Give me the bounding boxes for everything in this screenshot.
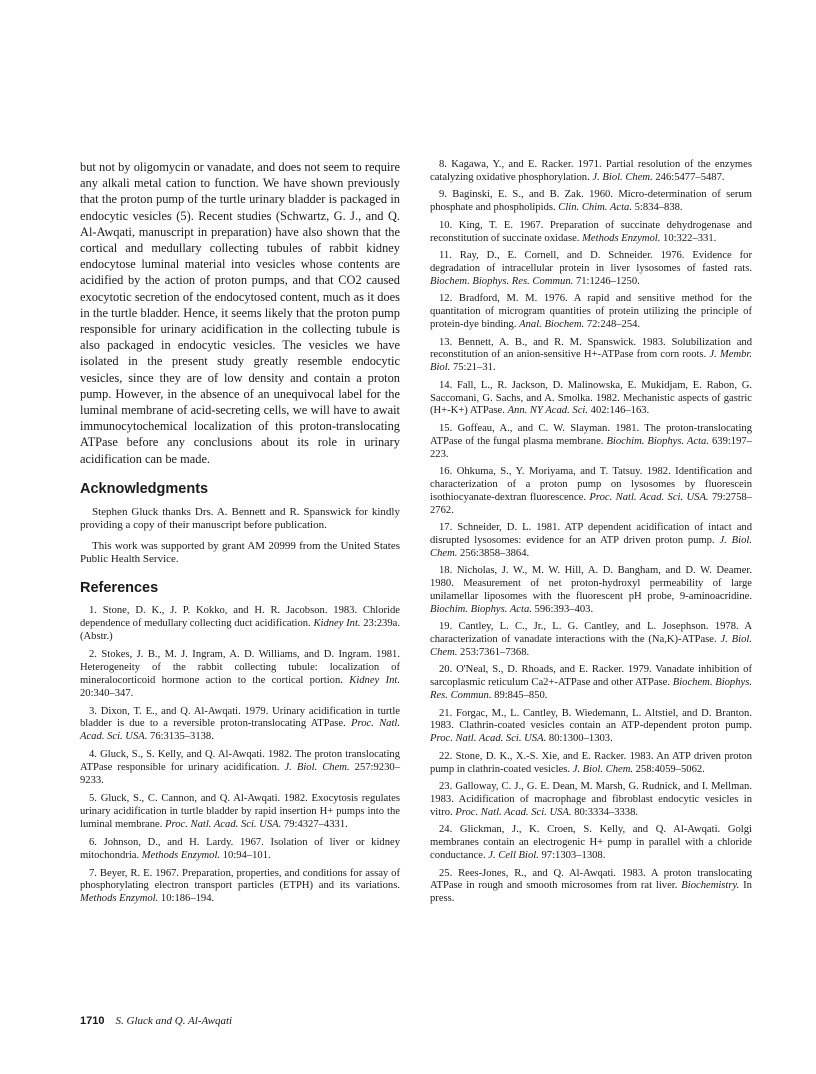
reference-citation: 79:2758–2762. (430, 491, 752, 516)
references-heading: References (80, 580, 159, 597)
reference-citation: 75:21–31. (450, 362, 496, 374)
reference-text: 8. Kagawa, Y., and E. Racker. 1971. Partial resolution of the enzymes catalyzing oxidative phosphorylation. (430, 159, 752, 183)
reference-text: 4. Gluck, S., S. Kelly, and Q. Al-Awqati. 1982. The proton translocating ATPase responsible for urinary acidification. (80, 749, 400, 774)
reference-item (430, 220, 752, 246)
reference-text: 13. Bennett, A. B., and R. M. Spanswick. 1983. Solubilization and reconstitution of an anion-sensitive H+-ATPase from corn roots. (430, 336, 752, 361)
reference-journal: J. Biol. Chem. (572, 763, 634, 775)
reference-text: 16. Ohkuma, S., Y. Moriyama, and T. Tatsuy. 1982. Identification and characterization of a proton pump on lysosomes by fluorescein isothiocyanate-dextran fluorescence. (430, 466, 752, 503)
reference-journal: Proc. Natl. Acad. Sci. USA. (589, 491, 709, 503)
right-column (430, 159, 752, 911)
reference-text: 11. Ray, D., E. Cornell, and D. Schneider. 1976. Evidence for degradation of intracellular protein in liver lysosomes of fasted rats. (430, 250, 752, 274)
reference-item (430, 664, 752, 702)
reference-journal: Proc. Natl. Acad. Sci. USA. (455, 806, 572, 818)
reference-journal: Biochem. Biophys. Res. Commun. (430, 275, 574, 287)
running-authors: S. Gluck and Q. Al-Awqati (115, 1015, 233, 1027)
reference-item (430, 337, 752, 375)
reference-journal: Methods Enzymol. (582, 232, 661, 244)
reference-text: 20. O'Neal, S., D. Rhoads, and E. Racker. 1979. Vanadate inhibition of sarcoplasmic reticulum Ca2+-ATPase and other ATPase. (430, 664, 752, 689)
reference-text: 7. Beyer, R. E. 1967. Preparation, properties, and conditions for assay of phosphorylating electron transport particles (ETPH) and its variations. (80, 867, 400, 892)
reference-item (430, 708, 752, 746)
grant-text: This work was supported by grant AM 20999 from the United States Public Health Service. (80, 539, 400, 566)
reference-citation: 10:186–194. (158, 893, 215, 905)
reference-journal: J. Biol. Chem. (430, 534, 752, 559)
reference-citation: 258:4059–5062. (633, 763, 705, 775)
reference-journal: J. Biol. Chem. (284, 762, 350, 774)
reference-journal: Clin. Chim. Acta. (558, 202, 632, 214)
reference-text: 14. Fall, L., R. Jackson, D. Malinowska, E. Mukidjam, E. Rabon, G. Saccomani, G. Sachs, and A. Smolka. 1982. Mechanistic aspects of gastric (H+-K+) ATPase. (430, 379, 752, 417)
references-list-right (430, 159, 752, 906)
reference-journal: Biochim. Biophys. Acta. (430, 603, 532, 615)
reference-journal: Biochim. Biophys. Acta. (606, 435, 709, 447)
reference-citation: 639:197–223. (430, 435, 752, 460)
reference-item (80, 605, 400, 643)
reference-citation: 71:1246–1250. (573, 275, 640, 287)
reference-item (80, 837, 400, 863)
reference-item (80, 749, 400, 787)
reference-journal: Proc. Natl. Acad. Sci. USA. (165, 818, 282, 830)
reference-text: 19. Cantley, L. C., Jr., L. G. Cantley, and L. Josephson. 1978. A characterization of vanadate interactions with the (Na,K)-ATPase. (430, 621, 752, 646)
reference-journal: Biochem. Biophys. Res. Commun. (430, 677, 752, 702)
reference-item (430, 621, 752, 659)
reference-item (430, 522, 752, 560)
reference-item (430, 380, 752, 418)
reference-item (80, 649, 400, 700)
reference-item (430, 423, 752, 461)
reference-text: 3. Dixon, T. E., and Q. Al-Awqati. 1979. Urinary acidification in turtle bladder is due to a reversible proton-translocating ATPase. (80, 705, 400, 730)
reference-item (430, 293, 752, 331)
reference-citation: 10:322–331. (660, 232, 717, 244)
reference-text: 15. Goffeau, A., and C. W. Slayman. 1981. The proton-translocating ATPase of the fungal plasma membrane. (430, 422, 752, 447)
reference-journal: Biochemistry. (681, 880, 740, 892)
reference-citation: 80:1300–1303. (546, 733, 613, 745)
reference-citation: 257:9230–9233. (80, 762, 400, 786)
acknowledgments-heading: Acknowledgments (80, 480, 209, 497)
reference-text: 9. Baginski, E. S., and B. Zak. 1960. Micro-determination of serum phosphate and phospholipids. (430, 189, 752, 214)
reference-item (80, 793, 400, 831)
reference-text: 18. Nicholas, J. W., M. W. Hill, A. D. Bangham, and D. W. Deamer. 1980. Measurement of net proton-hydroxyl permeability of large unilamellar liposomes with the fluorescent pH probe, 9-aminoacridine. (430, 565, 752, 602)
reference-item (430, 250, 752, 288)
reference-text: 21. Forgac, M., L. Cantley, B. Wiedemann, L. Altstiel, and D. Branton. 1983. Clathrin-coated vesicles contain an ATP-dependent proton pump. (430, 707, 752, 732)
reference-text: 1. Stone, D. K., J. P. Kokko, and H. R. Jacobson. 1983. Chloride dependence of medullary collecting duct acidification. (80, 605, 400, 630)
body-paragraph: but not by oligomycin or vanadate, and does not seem to require any alkali metal cation to function. We have shown previously that the proton pump of the turtle urinary bladder is packaged in endocytic vesicles (5). Recent studies (Schwartz, G. J., and Q. Al-Awqati, manuscript in preparation) have also shown that the cortical and medullary collecting tubules of rabbit kidney endocytose luminal material into vesicles whose contents are acidified by the action of proton pumps, and that CO2 caused exocytotic secretion of the endocytosed content, much as it does in the turtle bladder. Hence, it seems likely that the proton pump responsible for urinary acidification in the collecting tubule is also packaged in endocytic vesicles. The vesicles we have isolated in the present study greatly resemble endocytic vesicles, since they are of low density and contain a proton pump. However, in the absence of an unequivocal label for the luminal membrane of acid-secreting cells, we will have to await immunocytochemical localization of this proton-translocating ATPase before any conclusions about its role in urinary acidification can be made. (80, 160, 400, 466)
reference-citation: 76:3135–3138. (147, 731, 214, 743)
reference-journal: Proc. Natl. Acad. Sci. USA. (80, 718, 400, 743)
reference-item (430, 868, 752, 906)
reference-citation: 402:146–163. (588, 405, 650, 417)
reference-text: 10. King, T. E. 1967. Preparation of succinate dehydrogenase and reconstitution of succinate oxidase. (430, 219, 752, 244)
reference-text: 17. Schneider, D. L. 1981. ATP dependent acidification of intact and disrupted lysosomes: evidence for an ATP driven proton pump. (430, 522, 752, 546)
reference-text: 12. Bradford, M. M. 1976. A rapid and sensitive method for the quantitation of microgram quantities of protein utilizing the principle of protein-dye binding. (430, 293, 752, 330)
reference-item (430, 159, 752, 185)
reference-journal: J. Biol. Chem. (592, 171, 653, 183)
reference-text: 24. Glickman, J., K. Croen, S. Kelly, and Q. Al-Awqati. Golgi membranes contain an electrogenic H+ pump in parallel with a chloride conductance. (430, 824, 752, 861)
page-number: 1710 (80, 1015, 105, 1027)
reference-item (430, 189, 752, 215)
reference-item (430, 781, 752, 819)
reference-journal: J. Biol. Chem. (430, 634, 752, 658)
reference-citation: 23:239a. (Abstr.) (80, 618, 401, 643)
reference-journal: Kidney Int. (313, 618, 361, 630)
reference-citation: 72:248–254. (584, 318, 641, 330)
reference-text: 25. Rees-Jones, R., and Q. Al-Awqati. 1983. A proton translocating ATPase in rough and smooth microsomes from rat liver. (430, 867, 752, 892)
reference-citation: 79:4327–4331. (281, 818, 348, 830)
reference-journal: Methods Enzymol. (80, 893, 159, 905)
reference-text: 6. Johnson, D., and H. Lardy. 1967. Isolation of liver or kidney mitochondria. (80, 836, 400, 861)
reference-item (80, 706, 400, 744)
acknowledgments-text: Stephen Gluck thanks Drs. A. Bennett and R. Spanswick for kindly providing a copy of their manuscript before publication. (80, 505, 400, 532)
reference-journal: Methods Enzymol. (141, 849, 221, 861)
references-list-left (80, 605, 400, 906)
reference-journal: J. Membr. Biol. (430, 349, 752, 374)
reference-citation: 596:393–403. (531, 603, 594, 615)
reference-item (430, 565, 752, 616)
reference-journal: Ann. NY Acad. Sci. (507, 405, 588, 417)
reference-item (430, 824, 752, 862)
reference-journal: Kidney Int. (349, 674, 400, 686)
reference-item (430, 466, 752, 517)
reference-citation: 246:5477–5487. (652, 171, 725, 183)
reference-citation: 5:834–838. (631, 202, 683, 214)
reference-journal: Proc. Natl. Acad. Sci. USA. (430, 733, 547, 745)
reference-text: 22. Stone, D. K., X.-S. Xie, and E. Racker. 1983. An ATP driven proton pump in clathrin-coated vesicles. (430, 750, 752, 775)
reference-journal: J. Cell Biol. (488, 850, 539, 861)
left-column (80, 159, 400, 911)
reference-text: 2. Stokes, J. B., M. J. Ingram, A. D. Williams, and D. Ingram. 1981. Heterogeneity of the rabbit collecting tubule: localization of mineralocorticoid hormone action to the cortical portion. (80, 649, 400, 686)
reference-citation: 97:1303–1308. (538, 850, 606, 861)
reference-journal: Anal. Biochem. (519, 318, 585, 330)
page-footer (80, 1015, 232, 1027)
reference-item (80, 868, 400, 906)
reference-text: 5. Gluck, S., C. Cannon, and Q. Al-Awqati. 1982. Exocytosis regulates urinary acidification in turtle bladder by rapid insertion H+ pumps into the luminal membrane. (80, 793, 400, 830)
reference-citation: 256:3858–3864. (457, 547, 530, 559)
reference-citation: 20:340–347. (80, 687, 134, 699)
reference-citation: 253:7361–7368. (457, 646, 530, 658)
reference-item (430, 751, 752, 777)
reference-citation: 10:94–101. (220, 849, 271, 861)
reference-text: 23. Galloway, C. J., G. E. Dean, M. Marsh, G. Rudnick, and I. Mellman. 1983. Acidification of macrophage and fibroblast endocytic vesicles in vitro. (430, 781, 752, 818)
reference-citation: 80:3334–3338. (571, 806, 639, 818)
reference-citation: 89:845–850. (491, 690, 548, 702)
reference-citation: In press. (430, 880, 752, 905)
